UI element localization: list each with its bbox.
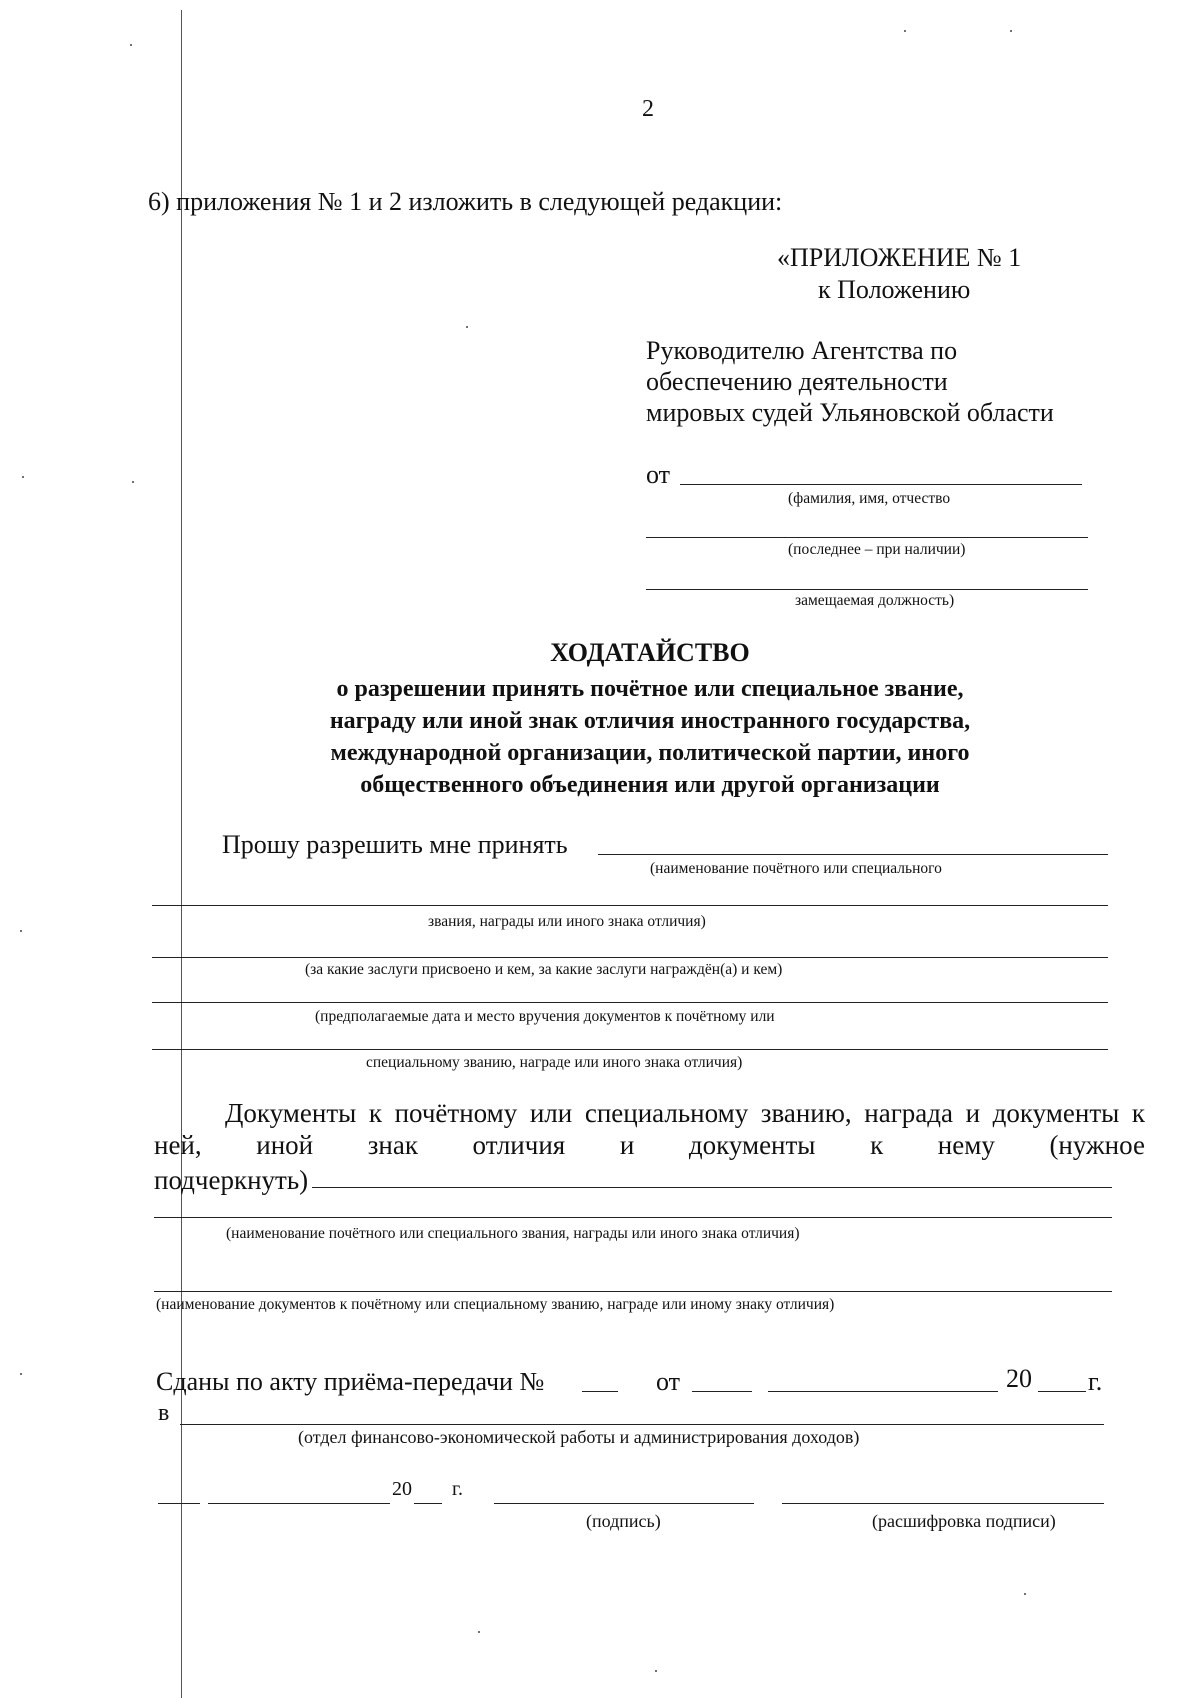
documents-line-c [154, 1291, 1112, 1292]
request-caption-3: (за какие заслуги присвоено и кем, за какие заслуги награждён(а) и кем) [305, 961, 783, 978]
request-line-5 [152, 1049, 1108, 1050]
request-caption-4: (предполагаемые дата и место вручения документов к почётному или [315, 1008, 775, 1025]
appendix-subtitle: к Положению [818, 275, 971, 304]
documents-word: ней, [154, 1130, 202, 1160]
request-line-2 [152, 905, 1108, 906]
from-name-line-2 [646, 537, 1088, 538]
heading-line-4: общественного объединения или другой организации [360, 772, 940, 798]
documents-word: знак [367, 1130, 418, 1160]
scan-speck [20, 1373, 22, 1375]
intro-text: 6) приложения № 1 и 2 изложить в следующей редакции: [148, 187, 783, 216]
handover-from-label: от [656, 1367, 681, 1396]
handover-department-line [180, 1424, 1104, 1425]
scan-speck [132, 481, 134, 483]
appendix-title: «ПРИЛОЖЕНИЕ № 1 [777, 243, 1022, 272]
addressee-line-3: мировых судей Ульяновской области [646, 398, 1054, 427]
signature-day-line [158, 1503, 200, 1504]
page-number: 2 [642, 96, 654, 122]
signature-month-line [208, 1503, 390, 1504]
signature-year-line [414, 1503, 442, 1504]
request-line-1 [598, 854, 1108, 855]
addressee-line-2: обеспечению деятельности [646, 367, 948, 396]
caption-last: (последнее – при наличии) [788, 541, 966, 558]
documents-word: (нужное [1049, 1130, 1145, 1160]
documents-word: отличия [472, 1130, 566, 1160]
signature-year-prefix: 20 [392, 1478, 412, 1500]
documents-line-a [312, 1187, 1112, 1188]
from-name-line [680, 484, 1082, 485]
handover-text: Сданы по акту приёма-передачи № [156, 1367, 545, 1396]
handover-month-line [768, 1391, 998, 1392]
documents-line-2 [154, 1130, 1145, 1161]
request-caption-5: специальному званию, награде или иного знака отличия) [366, 1054, 743, 1071]
handover-in-label: в [158, 1400, 170, 1426]
signature-decode-line [782, 1503, 1104, 1504]
scan-speck [1010, 30, 1012, 32]
handover-year-line [1038, 1391, 1086, 1392]
heading-line-2: награду или иной знак отличия иностранного государства, [329, 708, 971, 734]
scan-speck [478, 1631, 480, 1633]
scan-speck [655, 1670, 657, 1672]
heading-line-1: о разрешении принять почётное или специальное звание, [336, 676, 964, 702]
addressee-line-1: Руководителю Агентства по [646, 336, 958, 365]
request-caption-2: звания, награды или иного знака отличия) [428, 913, 706, 930]
scan-speck [1024, 1593, 1026, 1595]
margin-line [181, 10, 182, 1698]
scan-speck [20, 930, 22, 932]
request-line-3 [152, 957, 1108, 958]
from-label: от [646, 460, 671, 489]
handover-year-prefix: 20 [1006, 1364, 1032, 1393]
request-caption-1: (наименование почётного или специального [650, 860, 942, 877]
documents-line-1: Документы к почётному или специальному званию, награда и документы к [225, 1098, 1145, 1128]
signature-caption: (подпись) [586, 1511, 661, 1531]
caption-position: замещаемая должность) [795, 592, 955, 609]
signature-decode-caption: (расшифровка подписи) [872, 1511, 1056, 1531]
documents-word: документы [688, 1130, 816, 1160]
handover-caption: (отдел финансово-экономической работы и администрирования доходов) [298, 1427, 860, 1447]
scan-speck [466, 326, 468, 328]
documents-word: иной [256, 1130, 314, 1160]
scan-speck [22, 476, 24, 478]
heading-line-3: международной организации, политической партии, иного [330, 740, 970, 766]
documents-word: к [870, 1130, 884, 1160]
documents-caption-1: (наименование почётного или специального звания, награды или иного знака отличия) [226, 1225, 800, 1242]
signature-line [494, 1503, 754, 1504]
documents-line-b [154, 1217, 1112, 1218]
request-text: Прошу разрешить мне принять [222, 830, 568, 859]
position-line [646, 589, 1088, 590]
document-title: ХОДАТАЙСТВО [550, 638, 750, 667]
caption-fio: (фамилия, имя, отчество [788, 490, 951, 507]
documents-word: нему [937, 1130, 995, 1160]
documents-word: и [619, 1130, 635, 1160]
signature-year-suffix: г. [452, 1478, 463, 1500]
documents-caption-2: (наименование документов к почётному или специальному званию, награде или иному знаку отличия) [156, 1296, 835, 1313]
handover-day-line [692, 1391, 752, 1392]
documents-line-3: подчеркнуть) [154, 1165, 309, 1195]
request-line-4 [152, 1002, 1108, 1003]
handover-number-line [582, 1391, 618, 1392]
scan-speck [130, 44, 132, 46]
handover-year-suffix: г. [1088, 1367, 1103, 1396]
scan-speck [904, 30, 906, 32]
